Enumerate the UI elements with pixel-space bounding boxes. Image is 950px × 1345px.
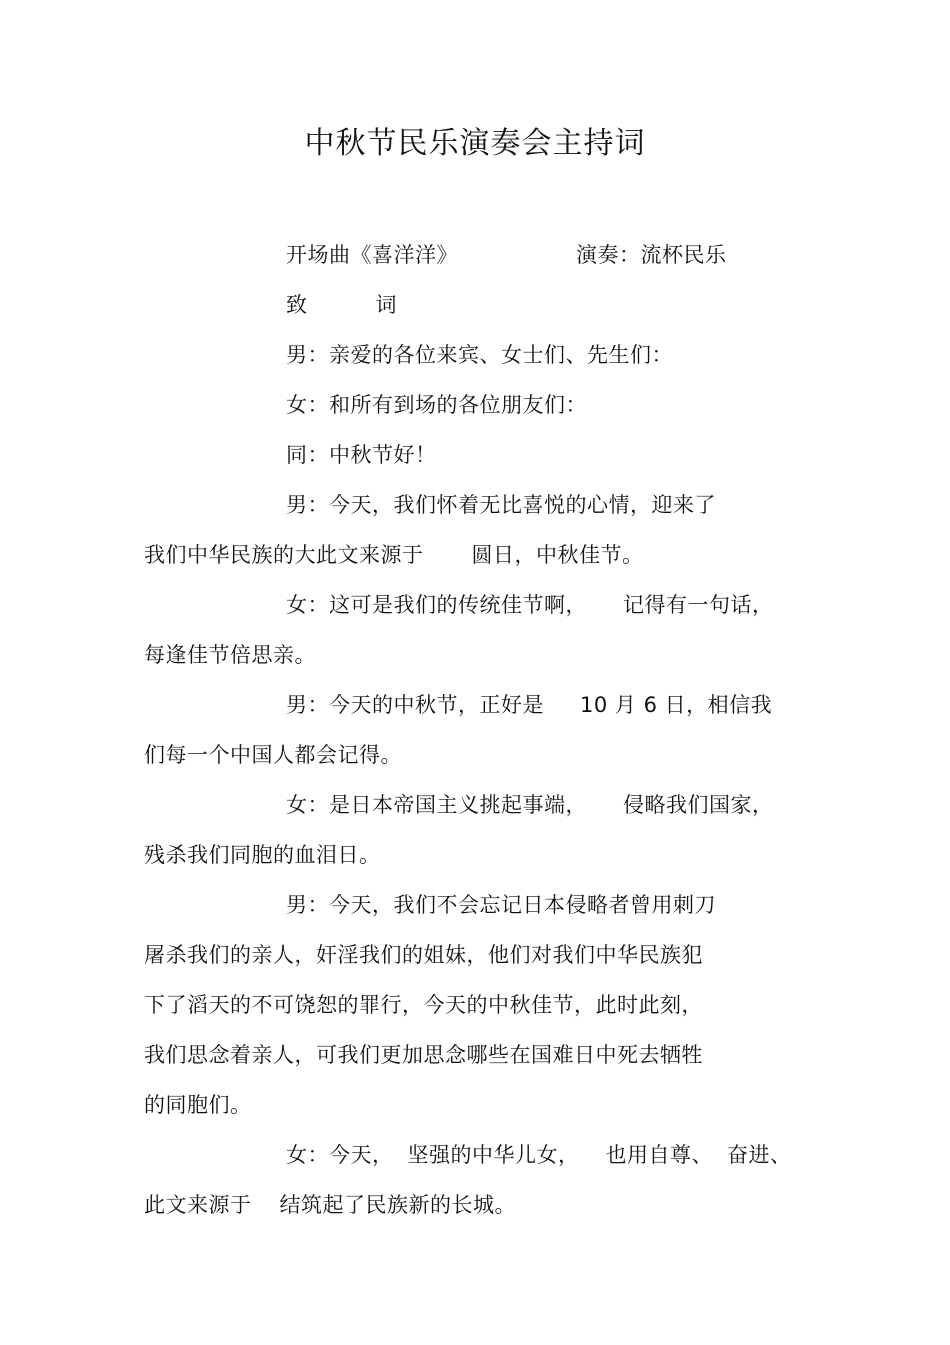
paragraph-line xyxy=(286,790,774,820)
page-title: 中秋节民乐演奏会主持词 xyxy=(304,126,646,161)
paragraph-line xyxy=(286,1140,792,1170)
paragraph-line: 我们思念着亲人，可我们更加思念哪些在国难日中死去牺牲 xyxy=(144,1043,703,1067)
line-segment: 坚强的中华儿女， xyxy=(407,1143,580,1167)
line-segment: 男：今天的中秋节，正好是 xyxy=(286,693,544,717)
program-line xyxy=(286,240,727,270)
program-performer: 演奏：流杯民乐 xyxy=(576,243,727,267)
line-segment: 奋进、 xyxy=(727,1143,792,1167)
line-segment: 结筑起了民族新的长城。 xyxy=(279,1193,516,1217)
line-segment: 此文来源于 xyxy=(144,1193,252,1217)
program-piece: 开场曲《喜洋洋》 xyxy=(286,243,458,267)
paragraph-line: 下了滔天的不可饶恕的罪行，今天的中秋佳节，此时此刻， xyxy=(144,993,703,1017)
paragraph-line: 残杀我们同胞的血泪日。 xyxy=(144,843,381,867)
line-segment: 记得有一句话， xyxy=(623,593,774,617)
line-segment: 女：今天， xyxy=(286,1143,394,1167)
line-segment: 10 月 6 日，相信我 xyxy=(580,693,773,717)
line-segment: 也用自尊、 xyxy=(605,1143,713,1167)
line-segment: 我们中华民族的大此文来源于 xyxy=(144,543,424,567)
line-segment: 女：是日本帝国主义挑起事端， xyxy=(286,793,587,817)
paragraph-line xyxy=(286,590,774,620)
paragraph-line xyxy=(286,690,772,720)
speech-heading xyxy=(286,290,397,320)
paragraph-line: 屠杀我们的亲人，奸淫我们的姐妹，他们对我们中华民族犯 xyxy=(144,943,703,967)
line-segment: 女：这可是我们的传统佳节啊， xyxy=(286,593,587,617)
paragraph-line: 的同胞们。 xyxy=(144,1093,252,1117)
paragraph-line: 同：中秋节好！ xyxy=(286,443,437,467)
paragraph-line xyxy=(144,540,644,570)
paragraph-line: 们每一个中国人都会记得。 xyxy=(144,743,402,767)
paragraph-line: 男：亲爱的各位来宾、女士们、先生们： xyxy=(286,343,673,367)
line-segment: 侵略我们国家， xyxy=(623,793,774,817)
paragraph-line xyxy=(144,1190,516,1220)
paragraph-line: 男：今天，我们不会忘记日本侵略者曾用刺刀 xyxy=(286,893,716,917)
line-segment: 圆日，中秋佳节。 xyxy=(471,543,644,567)
speech-heading-char-1: 致 xyxy=(286,293,308,317)
speech-heading-char-2: 词 xyxy=(375,293,397,317)
paragraph-line: 男：今天，我们怀着无比喜悦的心情，迎来了 xyxy=(286,493,716,517)
paragraph-line: 女：和所有到场的各位朋友们： xyxy=(286,393,587,417)
paragraph-line: 每逢佳节倍思亲。 xyxy=(144,643,316,667)
